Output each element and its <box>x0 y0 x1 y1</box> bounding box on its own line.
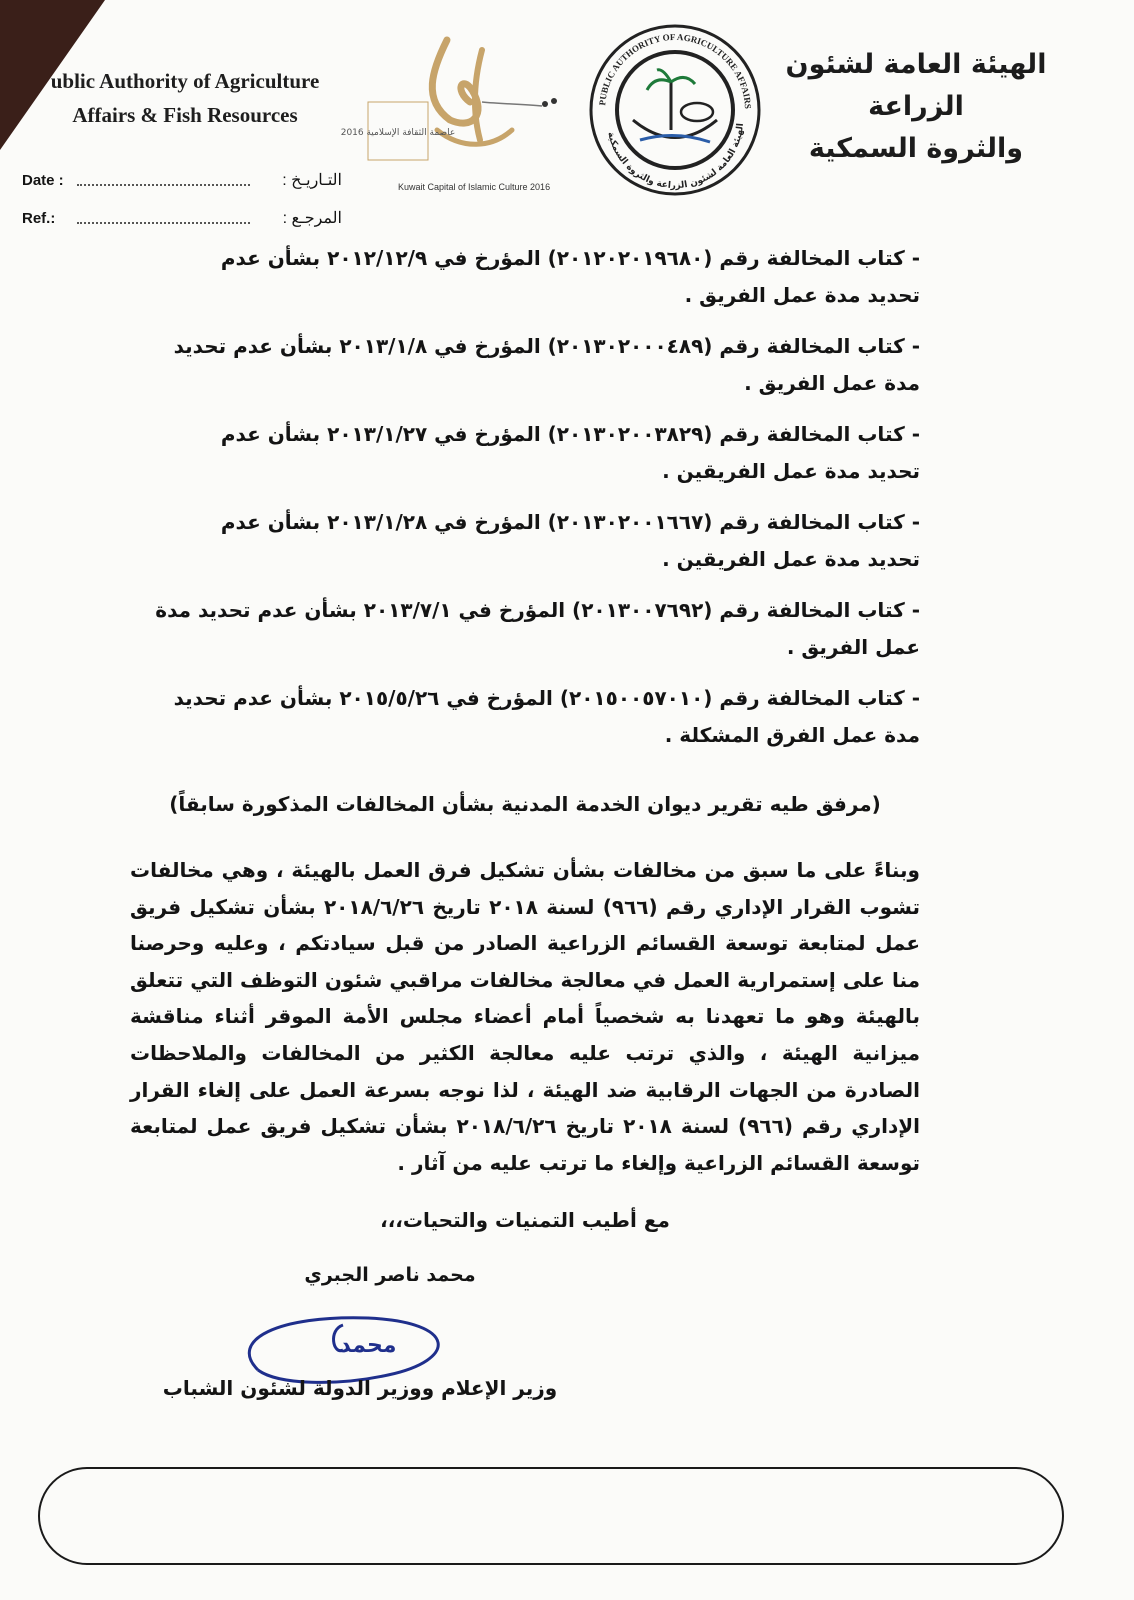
attachment-note: (مرفق طيه تقرير ديوان الخدمة المدنية بشأن المخالفات المذكورة سابقاً) <box>169 792 881 816</box>
violation-item <box>130 328 920 402</box>
closing-greeting: مع أطيب التمنيات والتحيات،،، <box>380 1208 670 1232</box>
violation-item <box>130 504 920 578</box>
violation-line: تحديد مدة عمل الفريق . <box>684 283 920 307</box>
date-row <box>22 170 342 194</box>
english-name-line1: ublic Authority of Agriculture <box>50 69 320 93</box>
arabic-letterhead <box>756 44 1076 170</box>
violation-item <box>130 240 920 314</box>
seal-text-ar: الهيئة العامة لشئون الزراعة والثروة السمكية <box>605 122 746 192</box>
violation-line: - كتاب المخالفة رقم (٢٠١٢٠٢٠١٩٦٨٠) المؤرخ في ٢٠١٢/١٢/٩ بشأن عدم <box>220 246 920 270</box>
date-label-en: Date : <box>22 172 64 189</box>
date-label-ar: التـاريـخ : <box>282 172 342 189</box>
culture-logo-text: عاصمة الثقافة الإسلامية 2016 <box>340 128 456 138</box>
islamic-culture-logo <box>340 30 576 200</box>
english-name-line2: Affairs & Fish Resources <box>72 103 298 127</box>
violation-line: تحديد مدة عمل الفريقين . <box>662 459 920 483</box>
violation-line: - كتاب المخالفة رقم (٢٠١٣٠٠٧٦٩٢) المؤرخ في ٢٠١٣/٧/١ بشأن عدم تحديد مدة <box>155 598 920 622</box>
ref-row <box>22 208 342 232</box>
seal-text-en: PUBLIC AUTHORITY OF AGRICULTURE AFFAIRS <box>597 31 754 110</box>
arabic-name-line2: والثروة السمكية <box>808 133 1024 164</box>
violation-item <box>130 416 920 490</box>
signatory-title: وزير الإعلام ووزير الدولة لشئون الشباب <box>162 1376 558 1400</box>
svg-text:PUBLIC AUTHORITY OF AGRICULTUR <box>585 20 753 109</box>
arabic-name-line1: الهيئة العامة لشئون الزراعة <box>785 49 1047 122</box>
violation-line: مدة عمل الفريق . <box>744 371 920 395</box>
english-letterhead <box>20 64 350 132</box>
ref-label-en: Ref.: <box>22 210 56 227</box>
signature-scribble: محمد <box>339 1333 397 1358</box>
date-field-line <box>77 184 250 186</box>
violation-line: - كتاب المخالفة رقم (٢٠١٣٠٢٠٠٣٨٢٩) المؤرخ في ٢٠١٣/١/٢٧ بشأن عدم <box>220 422 920 446</box>
footer-frame <box>38 1467 1064 1565</box>
svg-text:الهيئة العامة لشئون الزراعة وا <box>605 123 746 191</box>
violation-line: مدة عمل الفرق المشكلة . <box>664 723 920 747</box>
authority-seal <box>585 20 765 200</box>
violation-line: - كتاب المخالفة رقم (٢٠١٣٠٢٠٠٠٤٨٩) المؤرخ في ٢٠١٣/١/٨ بشأن عدم تحديد <box>173 334 920 358</box>
violation-line: - كتاب المخالفة رقم (٢٠١٣٠٢٠٠١٦٦٧) المؤرخ في ٢٠١٣/١/٢٨ بشأن عدم <box>220 510 920 534</box>
violation-line: تحديد مدة عمل الفريقين . <box>662 547 920 571</box>
ref-label-ar: المرجـع : <box>282 210 342 227</box>
violation-line: - كتاب المخالفة رقم (٢٠١٥٠٠٥٧٠١٠) المؤرخ في ٢٠١٥/٥/٢٦ بشأن عدم تحديد <box>173 686 920 710</box>
violations-list <box>130 240 920 768</box>
violation-item <box>130 680 920 754</box>
violation-line: عمل الفريق . <box>786 635 920 659</box>
main-paragraph: وبناءً على ما سبق من مخالفات بشأن تشكيل فرق العمل بالهيئة ، وهي مخالفات تشوب القرار الإداري رقم (٩٦٦) لسنة ٢٠١٨ تاريخ ٢٠١٨/٦/٢٦ بشأن تشكيل فريق عمل لمتابعة توسعة القسائم الزراعية الصادر من قبل سيادتكم ، وعليه وحرصنا منا على إستمرارية العمل في معالجة مخالفات مراقبي شئون التوظف التي تتعلق بالهيئة وهو ما تعهدنا به شخصياً أمام أعضاء مجلس الأمة الموقر أثناء مناقشة ميزانية الهيئة ، والذي ترتب عليه معالجة الكثير من المخالفات والملاحظات الصادرة من الجهات الرقابية ضد الهيئة ، لذا نوجه بسرعة العمل على إلغاء القرار الإداري رقم (٩٦٦) لسنة ٢٠١٨ تاريخ ٢٠١٨/٦/٢٦ بشأن تشكيل فريق عمل لمتابعة توسعة القسائم الزراعية وإلغاء ما ترتب عليه من آثار . <box>130 858 920 1175</box>
violation-item <box>130 592 920 666</box>
ref-field-line <box>77 222 250 224</box>
signatory-name: محمد ناصر الجبري <box>304 1264 476 1286</box>
culture-caption: Kuwait Capital of Islamic Culture 2016 <box>398 182 551 192</box>
